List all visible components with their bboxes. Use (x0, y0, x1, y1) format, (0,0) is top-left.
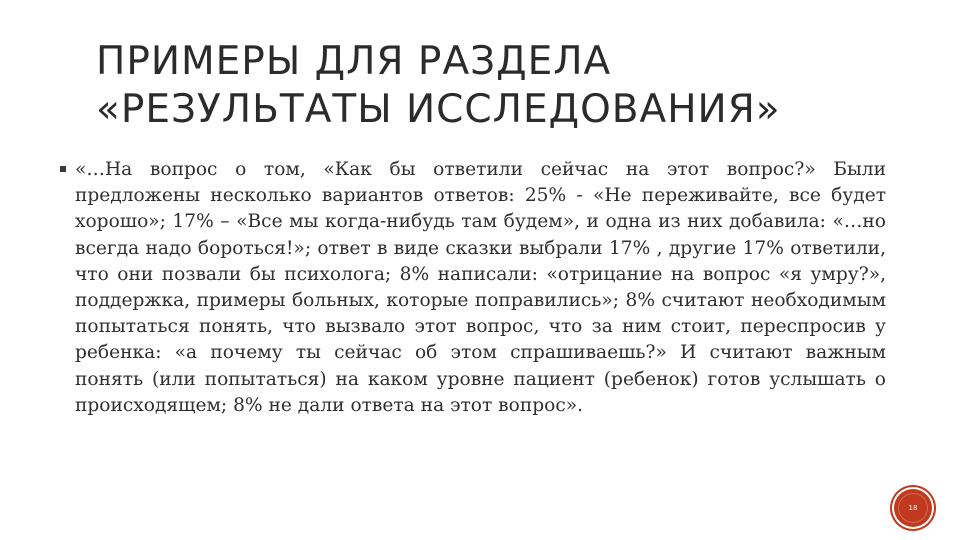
square-bullet-icon (60, 166, 66, 172)
title-line-2: «РЕЗУЛЬТАТЫ ИССЛЕДОВАНИЯ» (96, 87, 781, 132)
slide-title (96, 38, 896, 134)
page-number-badge: 18 (894, 489, 932, 527)
title-line-1: ПРИМЕРЫ ДЛЯ РАЗДЕЛА (96, 39, 612, 84)
bullet-text: «…На вопрос о том, «Как бы ответили сейчас на этот вопрос?» Были предложены несколько вариантов ответов: 25% - «Не переживайте, все будет хорошо»; 17% – «Все мы когда-нибудь там будем», и одна из них добавила: «…но всегда надо бороться!»; ответ в виде сказки выбрали 17% , другие 17% ответили, что они позвали бы психолога; 8% написали: «отрицание на вопрос «я умру?», поддержка, примеры больных, которые поправились»; 8% считают необходимым попытаться понять, что вызвало этот вопрос, что за ним стоит, переспросив у ребенка: «а почему ты сейчас об этом спрашиваешь?» И считают важным понять (или попытаться) на каком уровне пациент (ребенок) готов услышать о происходящем; 8% не дали ответа на этот вопрос». (75, 159, 886, 416)
bullet-list (60, 157, 886, 419)
